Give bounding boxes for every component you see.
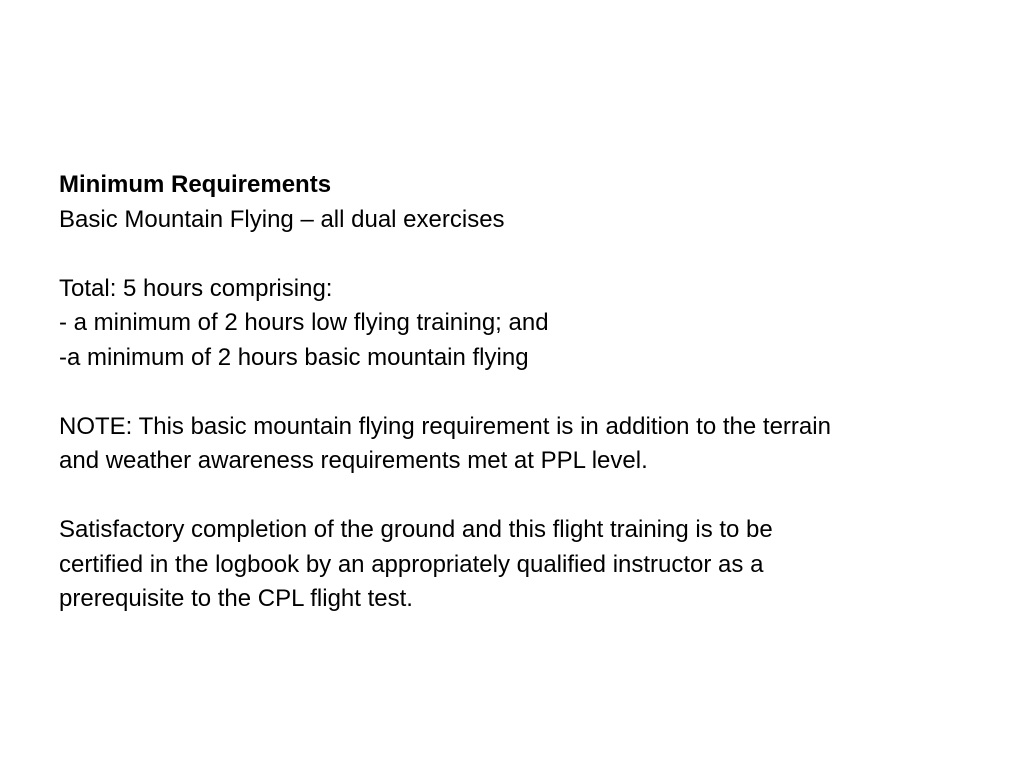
note-line-2: and weather awareness requirements met at PPL level. xyxy=(59,447,648,474)
requirement-item-mountain-flying: -a minimum of 2 hours basic mountain flying xyxy=(59,343,529,371)
completion-line-3: prerequisite to the CPL flight test. xyxy=(59,585,413,612)
spacer xyxy=(59,479,999,514)
slide-content xyxy=(59,168,999,617)
completion-line-1: Satisfactory completion of the ground and this flight training is to be xyxy=(59,516,773,543)
requirement-item-low-flying: - a minimum of 2 hours low flying training; and xyxy=(59,309,549,336)
section-subheading: Basic Mountain Flying – all dual exercises xyxy=(59,205,505,233)
section-heading: Minimum Requirements xyxy=(59,171,332,198)
spacer xyxy=(59,237,999,272)
completion-line-2: certified in the logbook by an appropriately qualified instructor as a xyxy=(59,550,764,578)
note-line-1: NOTE: This basic mountain flying requirement is in addition to the terrain xyxy=(59,412,831,440)
total-intro: Total: 5 hours comprising: xyxy=(59,274,333,302)
spacer xyxy=(59,375,999,410)
